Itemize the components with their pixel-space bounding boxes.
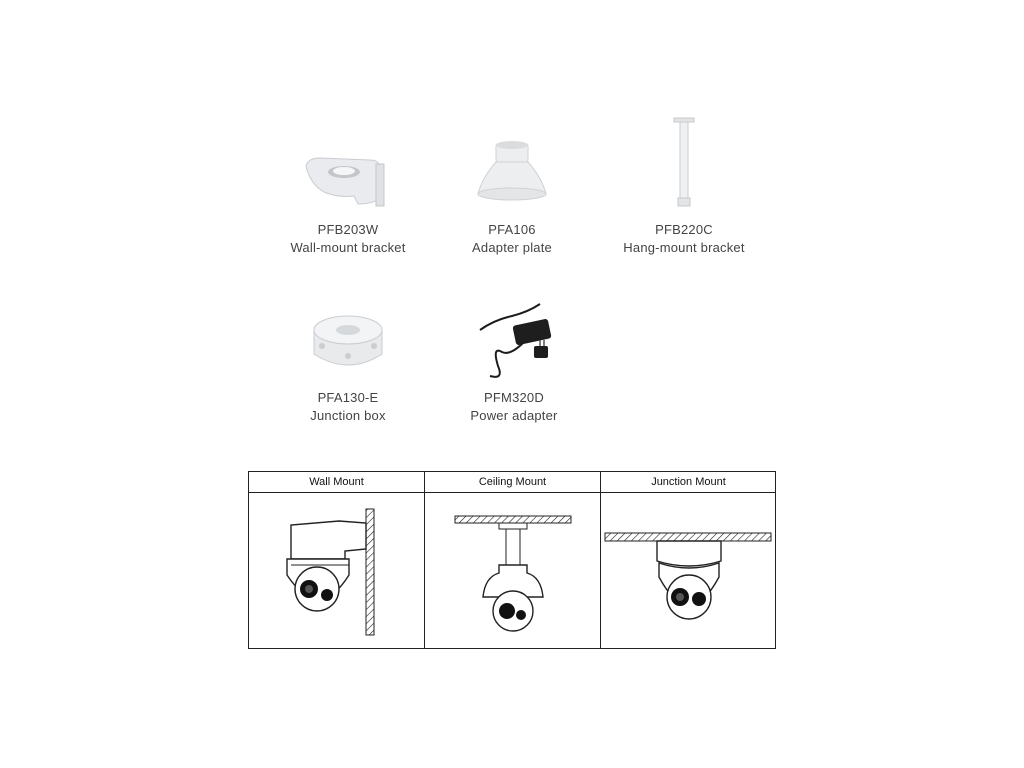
accessory-description: Power adapter xyxy=(470,408,558,423)
mounting-table xyxy=(248,471,776,649)
junction-box-icon xyxy=(258,304,438,384)
accessory-code: PFA106 xyxy=(488,222,536,237)
junction-mount-column xyxy=(600,472,776,648)
accessory-pfa106 xyxy=(422,120,602,265)
ceiling-mount-column xyxy=(424,472,600,648)
power-adapter-icon xyxy=(424,296,604,386)
adapter-plate-icon xyxy=(422,138,602,218)
accessory-pfb220c xyxy=(594,120,774,265)
table-header-wall-mount: Wall Mount xyxy=(249,472,424,493)
table-header-junction-mount: Junction Mount xyxy=(601,472,776,493)
accessory-code: PFM320D xyxy=(484,390,544,405)
accessory-pfm320d xyxy=(424,290,604,435)
accessory-description: Junction box xyxy=(310,408,386,423)
ceiling-mount-diagram-icon xyxy=(425,493,600,648)
accessory-pfa130-e xyxy=(258,290,438,435)
wall-mount-column xyxy=(249,472,424,648)
accessory-description: Adapter plate xyxy=(472,240,552,255)
accessory-pfb203w xyxy=(258,120,438,265)
accessory-code: PFA130-E xyxy=(317,390,379,405)
accessory-code: PFB220C xyxy=(655,222,713,237)
hang-mount-bracket-icon xyxy=(594,116,774,216)
accessory-description: Hang-mount bracket xyxy=(623,240,745,255)
wall-mount-diagram-icon xyxy=(249,493,424,648)
accessory-description: Wall-mount bracket xyxy=(290,240,406,255)
junction-mount-diagram-icon xyxy=(601,493,776,648)
table-header-ceiling-mount: Ceiling Mount xyxy=(425,472,600,493)
accessory-code: PFB203W xyxy=(317,222,379,237)
wall-mount-bracket-icon xyxy=(258,138,438,218)
